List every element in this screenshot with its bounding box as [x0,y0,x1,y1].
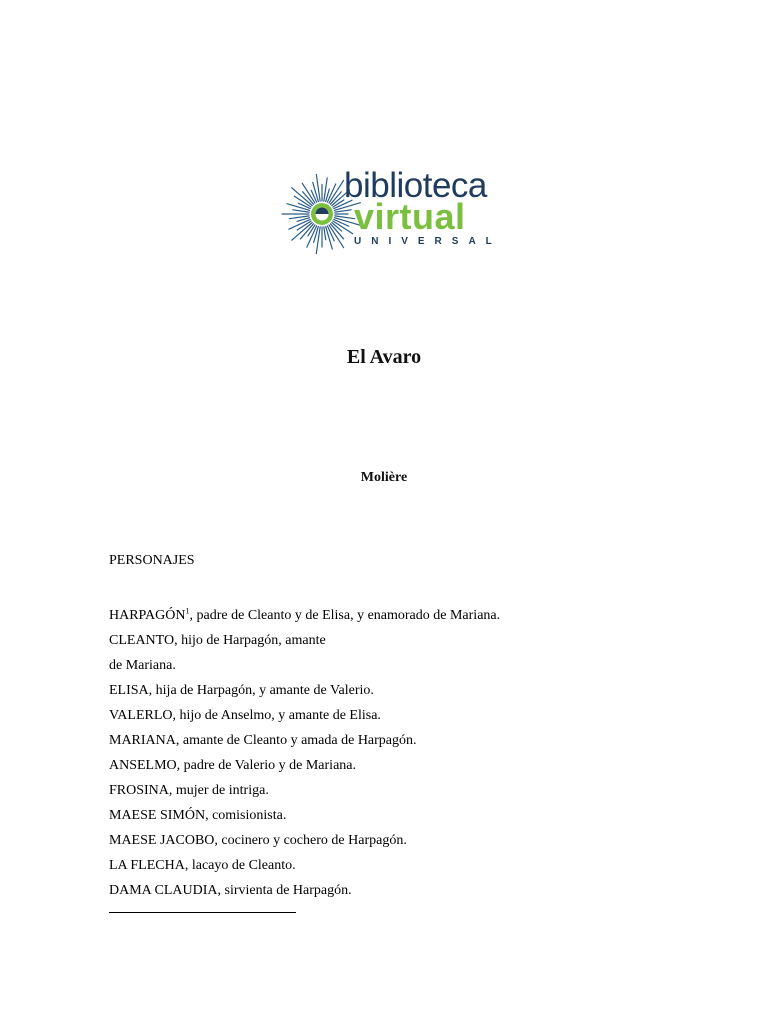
cast-item: LA FLECHA, lacayo de Cleanto. [109,858,296,873]
document-author: Molière [360,470,408,485]
cast-item: MAESE JACOBO, cocinero y cochero de Harpagón. [109,833,407,848]
cast-list [109,603,709,903]
document-title: El Avaro [346,346,422,368]
footnote-separator [109,912,296,913]
cast-item: ANSELMO, padre de Valerio y de Mariana. [109,758,357,773]
cast-item: FROSINA, mujer de intriga. [109,783,269,798]
cast-item: MARIANA, amante de Cleanto y amada de Harpagón. [109,733,417,748]
section-heading-personajes: PERSONAJES [109,553,195,568]
cast-item: de Mariana. [109,658,176,673]
logo-wordmark-universal: UNIVERSAL [354,236,502,247]
logo-wordmark-biblioteca: biblioteca [344,166,487,205]
cast-item: ELISA, hija de Harpagón, y amante de Valerio. [109,683,374,698]
cast-item: CLEANTO, hijo de Harpagón, amante [109,633,326,648]
cast-item-description: , padre de Cleanto y de Elisa, y enamorado de Mariana. [189,608,501,623]
cast-item: VALERLO, hijo de Anselmo, y amante de Elisa. [109,708,381,723]
cast-item-name: HARPAGÓN [109,608,186,623]
cast-item: DAMA CLAUDIA, sirvienta de Harpagón. [109,883,352,898]
biblioteca-virtual-logo [266,166,506,262]
footnote-marker[interactable]: 1 [185,606,190,616]
cast-item: MAESE SIMÓN, comisionista. [109,808,287,823]
logo-wordmark-virtual: virtual [354,196,466,237]
cast-item-harpagon [109,603,709,628]
